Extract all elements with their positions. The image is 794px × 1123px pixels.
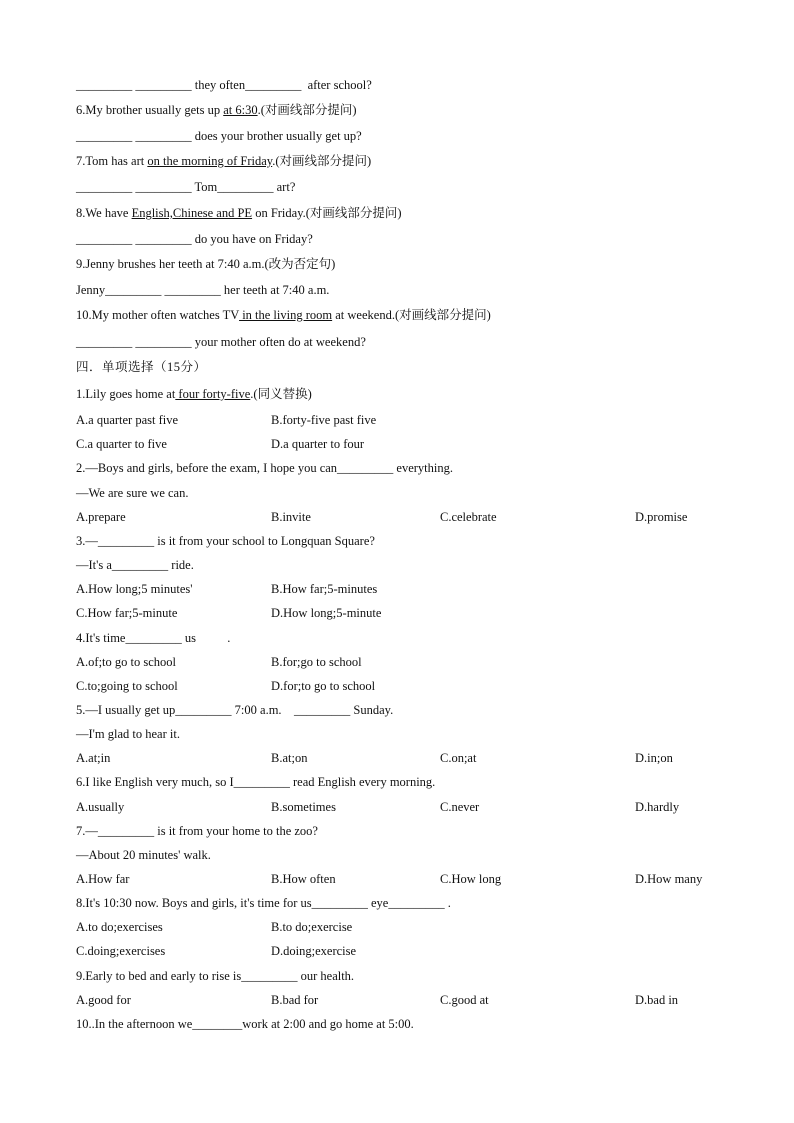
- mc-q8-stem: 8.It's 10:30 now. Boys and girls, it's time for us_________ eye_________ .: [76, 896, 451, 910]
- mc-q7-reply: —About 20 minutes' walk.: [76, 848, 211, 862]
- mc-q9-stem: 9.Early to bed and early to rise is_________ our health.: [76, 969, 355, 983]
- mc-q3-option-a: A.How long;5 minutes': [76, 582, 193, 596]
- mc-q1-underlined: four forty-five: [175, 387, 251, 401]
- mc-q5-option-a: A.at;in: [76, 751, 111, 765]
- mc-q2-option-b: B.invite: [271, 510, 311, 524]
- mc-q6-option-c: C.never: [440, 800, 480, 814]
- mc-q8-option-c: C.doing;exercises: [76, 944, 166, 958]
- q6-underlined: at 6:30: [223, 103, 258, 117]
- mc-q3-option-b: B.How far;5-minutes: [271, 582, 378, 596]
- q10-stem-post: at weekend.(对画线部分提问): [332, 308, 491, 322]
- mc-q9-option-d: D.bad in: [635, 993, 679, 1007]
- q6-stem-pre: 6.My brother usually gets up: [76, 103, 224, 117]
- q8-stem-post: on Friday.(对画线部分提问): [252, 206, 402, 220]
- mc-q9-option-a: A.good for: [76, 993, 131, 1007]
- mc-q2-reply: —We are sure we can.: [76, 486, 189, 500]
- mc-q8-option-b: B.to do;exercise: [271, 920, 353, 934]
- mc-q2-option-d: D.promise: [635, 510, 688, 524]
- mc-q1-stem: [76, 386, 312, 402]
- mc-q4-option-c: C.to;going to school: [76, 679, 178, 693]
- mc-q1-option-c: C.a quarter to five: [76, 437, 167, 451]
- mc-q5-reply: —I'm glad to hear it.: [76, 727, 180, 741]
- mc-q2-stem: 2.—Boys and girls, before the exam, I hope you can_________ everything.: [76, 461, 453, 475]
- q7-answer-line: _________ _________ Tom_________ art?: [76, 180, 296, 194]
- mc-q3-option-d: D.How long;5-minute: [271, 606, 382, 620]
- mc-q5-option-d: D.in;on: [635, 751, 673, 765]
- q6-answer-line: _________ _________ does your brother usually get up?: [76, 129, 362, 143]
- mc-q8-option-d: D.doing;exercise: [271, 944, 357, 958]
- mc-q1-stem-post: .(同义替换): [250, 387, 312, 401]
- q6-stem-post: .(对画线部分提问): [257, 103, 357, 117]
- mc-q4-option-b: B.for;go to school: [271, 655, 362, 669]
- mc-q8-option-a: A.to do;exercises: [76, 920, 163, 934]
- q8-underlined: English,Chinese and PE: [131, 206, 253, 220]
- mc-q9-option-c: C.good at: [440, 993, 489, 1007]
- mc-q7-option-d: D.How many: [635, 872, 703, 886]
- mc-q1-option-b: B.forty-five past five: [271, 413, 377, 427]
- mc-q3-stem: 3.—_________ is it from your school to Longquan Square?: [76, 534, 375, 548]
- mc-q1-option-a: A.a quarter past five: [76, 413, 179, 427]
- mc-q7-stem: 7.—_________ is it from your home to the zoo?: [76, 824, 318, 838]
- q7-stem-pre: 7.Tom has art: [76, 154, 148, 168]
- q8-answer-line: _________ _________ do you have on Friday?: [76, 232, 313, 246]
- mc-q3-option-c: C.How far;5-minute: [76, 606, 178, 620]
- q5-answer-line: _________ _________ they often_________ after school?: [76, 78, 372, 92]
- mc-q6-option-d: D.hardly: [635, 800, 680, 814]
- q6-stem: [76, 102, 357, 118]
- mc-q4-option-a: A.of;to go to school: [76, 655, 176, 669]
- mc-q5-option-b: B.at;on: [271, 751, 308, 765]
- mc-q1-option-d: D.a quarter to four: [271, 437, 365, 451]
- q8-stem-pre: 8.We have: [76, 206, 132, 220]
- q7-stem: [76, 153, 371, 169]
- mc-q6-stem: 6.I like English very much, so I_________ read English every morning.: [76, 775, 436, 789]
- q9-stem: 9.Jenny brushes her teeth at 7:40 a.m.(改为否定句): [76, 257, 336, 271]
- mc-q3-reply: —It's a_________ ride.: [76, 558, 194, 572]
- mc-q1-stem-pre: 1.Lily goes home at: [76, 387, 176, 401]
- q9-answer-line: Jenny_________ _________ her teeth at 7:40 a.m.: [76, 283, 330, 297]
- mc-q10-stem: 10..In the afternoon we________work at 2:00 and go home at 5:00.: [76, 1017, 414, 1031]
- mc-q7-option-a: A.How far: [76, 872, 130, 886]
- mc-q5-stem: 5.—I usually get up_________ 7:00 a.m. _________ Sunday.: [76, 703, 394, 717]
- mc-q7-option-b: B.How often: [271, 872, 336, 886]
- q10-underlined: in the living room: [239, 308, 333, 322]
- mc-q2-option-c: C.celebrate: [440, 510, 497, 524]
- q10-stem: [76, 307, 491, 323]
- q10-stem-pre: 10.My mother often watches TV: [76, 308, 240, 322]
- mc-q9-option-b: B.bad for: [271, 993, 319, 1007]
- mc-q6-option-a: A.usually: [76, 800, 125, 814]
- mc-q4-option-d: D.for;to go to school: [271, 679, 376, 693]
- section-title: 四．单项选择（15分）: [76, 360, 207, 374]
- mc-q5-option-c: C.on;at: [440, 751, 477, 765]
- mc-q4-stem: 4.It's time_________ us .: [76, 631, 231, 645]
- mc-q6-option-b: B.sometimes: [271, 800, 336, 814]
- q8-stem: [76, 205, 402, 221]
- q7-underlined: on the morning of Friday: [147, 154, 273, 168]
- q10-answer-line: _________ _________ your mother often do at weekend?: [76, 335, 366, 349]
- mc-q2-option-a: A.prepare: [76, 510, 126, 524]
- mc-q7-option-c: C.How long: [440, 872, 502, 886]
- q7-stem-post: .(对画线部分提问): [272, 154, 372, 168]
